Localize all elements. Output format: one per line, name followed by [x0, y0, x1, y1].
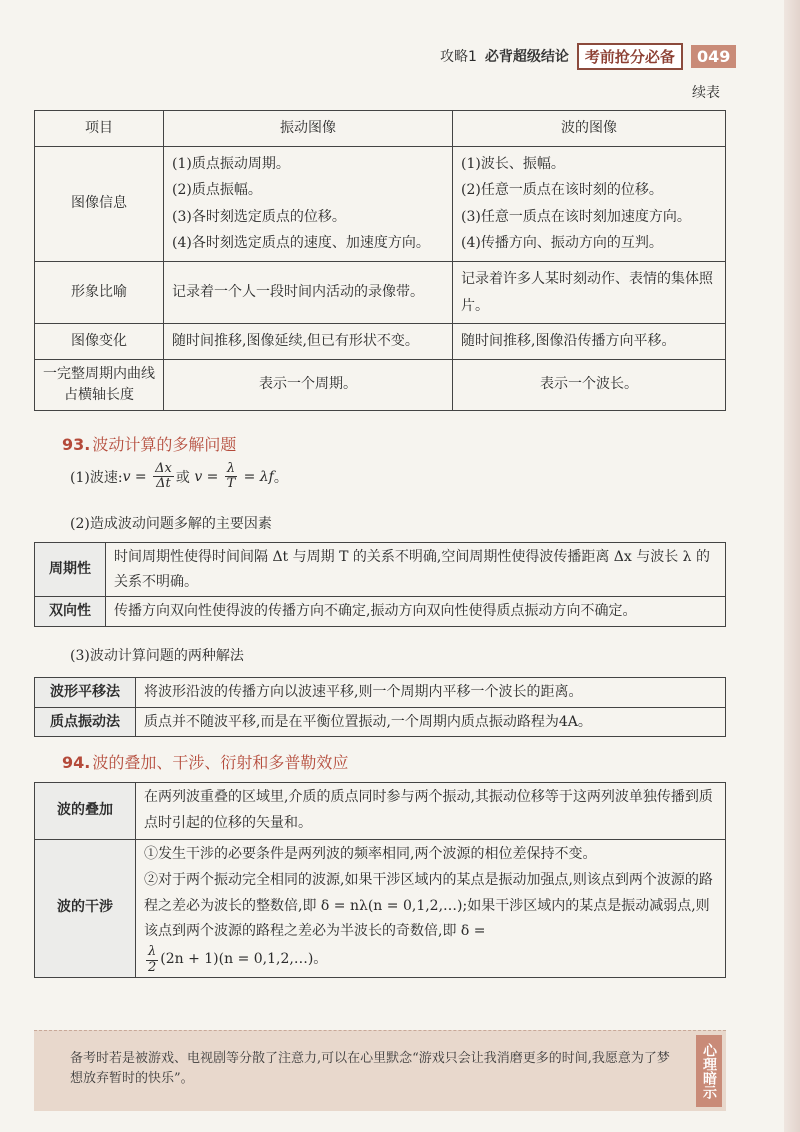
cell-line: (2)任意一质点在该时刻的位移。 [461, 182, 663, 199]
formula-or: 或 [175, 469, 190, 486]
phenomenon-text: 在两列波重叠的区域里,介质的质点同时参与两个振动,其振动位移等于这两列波单独传播到质点时引起的位移的矢量和。 [136, 783, 726, 840]
fraction-lambda-2: $\frac{\lambda}{2}$ [147, 944, 157, 975]
table-cell: 表示一个波长。 [453, 359, 726, 410]
wave-phenomena-table [34, 782, 726, 978]
strategy-label: 攻略1 [440, 49, 477, 65]
formula-prefix: (1)波速: [70, 469, 123, 486]
section-title-text: 波动计算的多解问题 [92, 435, 237, 454]
section-label: 必背超级结论 [484, 49, 569, 65]
row-label: 一完整周期内曲线占横轴长度 [35, 359, 164, 410]
table-header-row [35, 111, 726, 147]
table-row [35, 543, 726, 597]
tip-text: 备考时若是被游戏、电视剧等分散了注意力,可以在心里默念“游戏只会让我消磨更多的时间,我愿意为了梦想放弃暂时的快乐”。 [70, 1051, 670, 1087]
table-row [35, 783, 726, 840]
formula-end: 。 [273, 469, 288, 486]
phenomenon-label: 波的干涉 [35, 839, 136, 977]
section-94-title [62, 750, 348, 773]
table-row [35, 359, 726, 410]
page-edge [784, 0, 800, 1132]
method-text: 将波形沿波的传播方向以波速平移,则一个周期内平移一个波长的距离。 [136, 678, 726, 708]
page-header [440, 42, 736, 70]
methods-table [34, 677, 726, 737]
var-v: v [122, 468, 131, 485]
cell-line: (1)质点振动周期。 [172, 155, 290, 172]
section-number: 93. [62, 435, 91, 454]
wave-speed-formula: (1)波速: v = $\frac{\Delta x}{\Delta t}$ 或 v = $\frac{\lambda}{T}$ = λf 。 [70, 461, 288, 492]
table-cell: 表示一个周期。 [164, 359, 453, 410]
factor-text: 传播方向双向性使得波的传播方向不确定,振动方向双向性使得质点振动方向不确定。 [106, 597, 726, 627]
header-vibration-graph: 振动图像 [164, 111, 453, 147]
chapter-badge: 考前抢分必备 [577, 43, 683, 70]
table-cell [453, 146, 726, 261]
phenomenon-text [136, 839, 726, 977]
fraction-dx-dt: $\frac{\Delta x}{\Delta t}$ [155, 461, 172, 492]
cell-line: (3)任意一质点在该时刻加速度方向。 [461, 208, 691, 225]
page-number: 049 [691, 45, 736, 68]
interference-formula-line [144, 945, 717, 975]
table-cell: 随时间推移,图像沿传播方向平移。 [453, 324, 726, 360]
method-text: 质点并不随波平移,而是在平衡位置振动,一个周期内质点振动路程为4A。 [136, 707, 726, 737]
phenomenon-label: 波的叠加 [35, 783, 136, 840]
section-93-title [62, 432, 236, 455]
interference-point-1: ①发生干涉的必要条件是两列波的频率相同,两个波源的相位差保持不变。 [144, 845, 597, 862]
section-number: 94. [62, 753, 91, 772]
cell-line: (2)质点振幅。 [172, 182, 262, 199]
comparison-table [34, 110, 726, 411]
cell-line: (4)各时刻选定质点的速度、加速度方向。 [172, 235, 430, 252]
row-label: 图像变化 [35, 324, 164, 360]
cell-line: (1)波长、振幅。 [461, 155, 565, 172]
table-row [35, 324, 726, 360]
interference-point-2: ②对于两个振动完全相同的波源,如果干涉区域内的某点是振动加强点,则该点到两个波源的路程之差必为波长的整数倍,即 δ = nλ(n = 0,1,2,…);如果干涉区域内的某点是振动减弱点,则该点到两个波源的路程之差必为半波长的奇数倍,即 δ = [144, 871, 713, 940]
table-row [35, 597, 726, 627]
method-label: 波形平移法 [35, 678, 136, 708]
table-row [35, 678, 726, 708]
cell-line: (3)各时刻选定质点的位移。 [172, 208, 346, 225]
row-label: 形象比喻 [35, 261, 164, 323]
header-item: 项目 [35, 111, 164, 147]
tip-label: 心理暗示 [696, 1035, 722, 1107]
section-title-text: 波的叠加、干涉、衍射和多普勒效应 [92, 753, 349, 772]
method-label: 质点振动法 [35, 707, 136, 737]
fraction-lambda-t: $\frac{\lambda}{T}$ [226, 461, 236, 492]
row-label: 图像信息 [35, 146, 164, 261]
table-cell: 记录着一个人一段时间内活动的录像带。 [164, 261, 453, 323]
factors-heading: (2)造成波动问题多解的主要因素 [70, 516, 272, 532]
header-wave-graph: 波的图像 [453, 111, 726, 147]
table-cell [164, 146, 453, 261]
methods-heading: (3)波动计算问题的两种解法 [70, 648, 244, 664]
table-row [35, 839, 726, 977]
interference-formula-tail: (2n + 1)(n = 0,1,2,…)。 [160, 951, 328, 968]
table-cell: 记录着许多人某时刻动作、表情的集体照片。 [453, 261, 726, 323]
continued-label: 续表 [692, 85, 720, 101]
cell-line: (4)传播方向、振动方向的互判。 [461, 235, 663, 252]
table-row [35, 146, 726, 261]
factors-table [34, 542, 726, 627]
table-cell: 随时间推移,图像延续,但已有形状不变。 [164, 324, 453, 360]
factor-text: 时间周期性使得时间间隔 Δt 与周期 T 的关系不明确,空间周期性使得波传播距离 Δx 与波长 λ 的关系不明确。 [106, 543, 726, 597]
table-row [35, 707, 726, 737]
table-row [35, 261, 726, 323]
tip-footer [34, 1030, 726, 1111]
factor-label: 周期性 [35, 543, 106, 597]
factor-label: 双向性 [35, 597, 106, 627]
